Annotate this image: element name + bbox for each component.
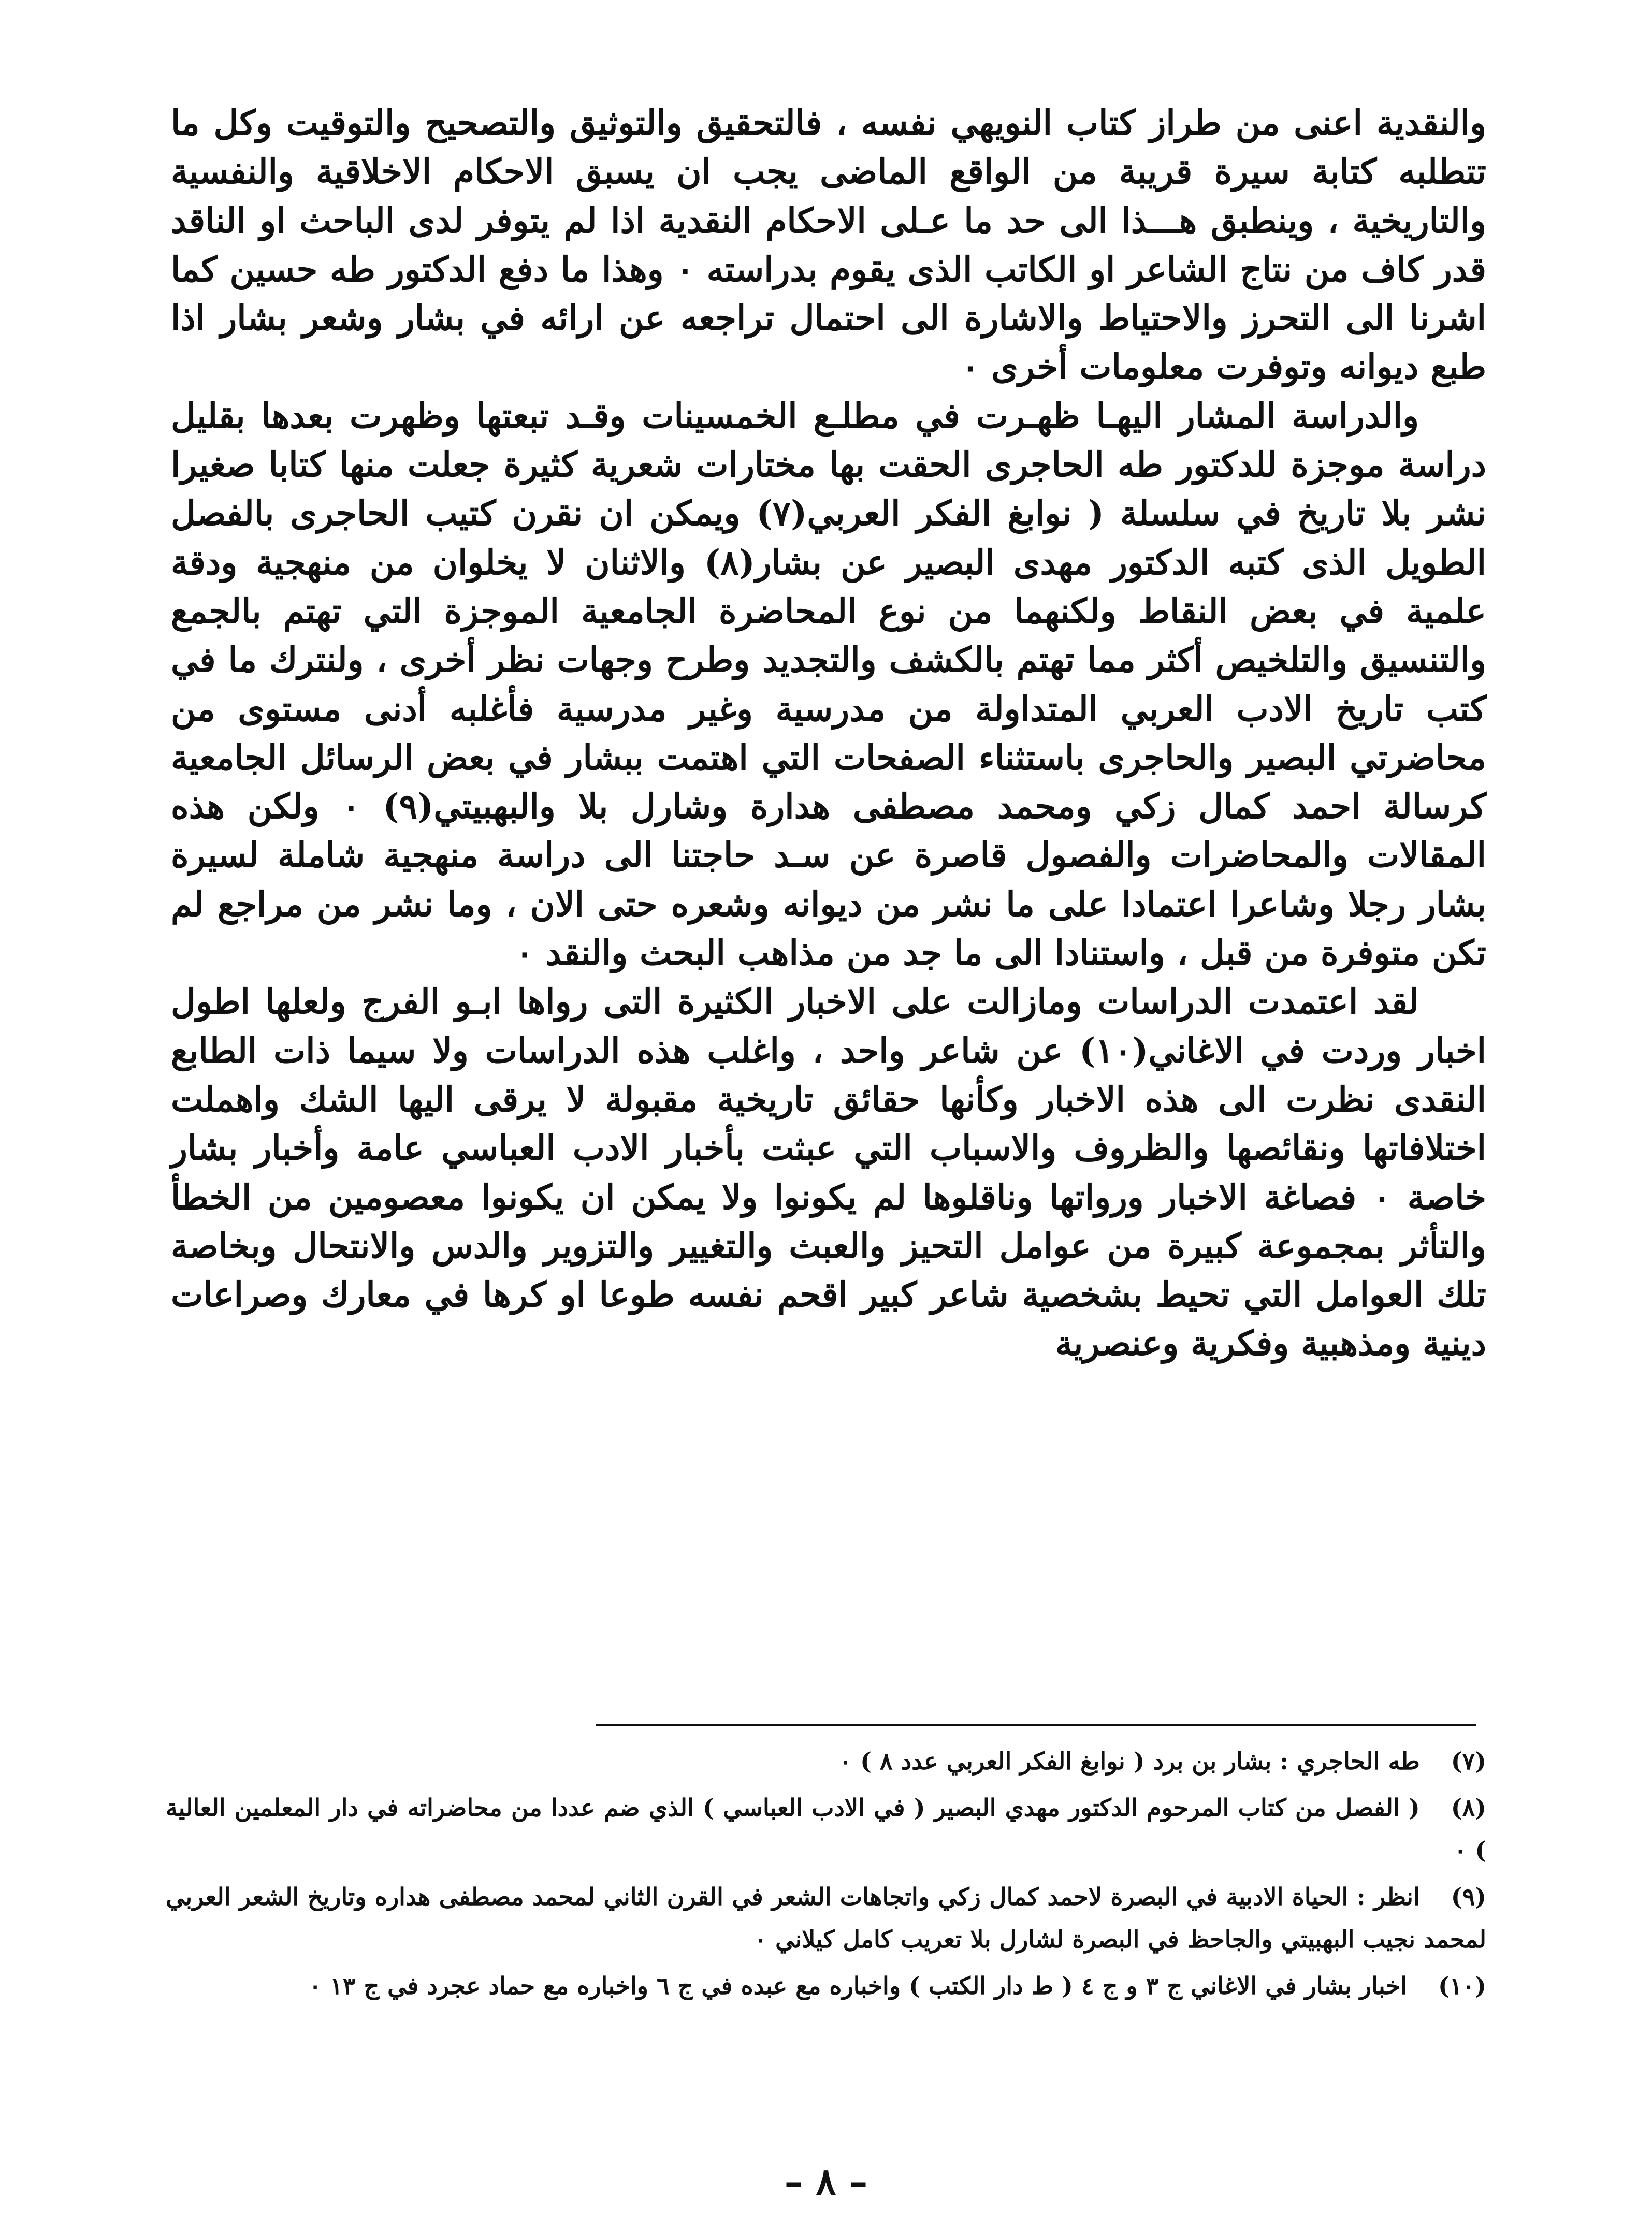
footnotes [166,1740,1486,2011]
footnote-text: انظر : الحياة الادبية في البصرة لاحمد كمال زكي واتجاهات الشعر في القرن الثاني لمحمد مصطفى هداره وتاريخ الشعر العربي لمحمد نجيب البهبيتي والجاحظ في البصرة لشارل بلا تعريب كامل كيلاني ۰ [166,1883,1486,1953]
footnote-text: طه الحاجري : بشار بن برد ( نوابغ الفكر العربي عدد ٨ ) ۰ [839,1747,1420,1775]
footnote-number: (٨) [1451,1794,1486,1822]
footnote-7 [166,1740,1486,1782]
footnote-text: ( الفصل من كتاب المرحوم الدكتور مهدي البصير ( في الادب العباسي ) الذي ضم عددا من محاضراته في دار المعلمين العالية ) ۰ [166,1794,1486,1864]
footnote-number: (٩) [1451,1883,1486,1911]
paragraph-3: لقد اعتمدت الدراسات ومازالت على الاخبار الكثيرة التى رواها ابـو الفرج ولعلها اطول اخبار وردت في الاغاني(١٠) عن شاعر واحد ، واغلب هذه الدراسات ولا سيما ذات الطابع النقدى نظرت الى هذه الاخبار وكأنها حقائق تاريخية مقبولة لا يرقى اليها الشك واهملت اختلافاتها ونقائصها والظروف والاسباب التي عبثت بأخبار الادب العباسي عامة وأخبار بشار خاصة ۰ فصاغة الاخبار ورواتها وناقلوها لم يكونوا ولا يمكن ان يكونوا معصومين من الخطأ والتأثر بمجموعة كبيرة من عوامل التحيز والعبث والتغيير والتزوير والدس والانتحال وبخاصة تلك العوامل التي تحيط بشخصية شاعر كبير اقحم نفسه طوعا او كرها في معارك وصراعات دينية ومذهبية وفكرية وعنصرية [171,981,1487,1364]
footnote-10 [166,1965,1486,2007]
main-text [171,98,1486,1368]
paragraph-1: والنقدية اعنى من طراز كتاب النويهي نفسه ، فالتحقيق والتوثيق والتصحيح والتوقيت وكل ما تتطلبه كتابة سيرة قريبة من الواقع الماضى يجب ان يسبق الاحكام الاخلاقية والنفسية والتاريخية ، وينطبق هـــذا الى حد ما عـلى الاحكام النقدية اذا لم يتوفر لدى الباحث او الناقد قدر كاف من نتاج الشاعر او الكاتب الذى يقوم بدراسته ۰ وهذا ما دفع الدكتور طه حسين كما اشرنا الى التحرز والاحتياط والاشارة الى احتمال تراجعه عن ارائه في بشار وشعر بشار اذا طبع ديوانه وتوفرت معلومات أخرى ۰ [171,103,1486,387]
footnote-text: اخبار بشار في الاغاني ج ٣ و ج ٤ ( ط دار الكتب ) واخباره مع عبده في ج ٦ واخباره مع حماد عجرد في ج ١٣ ۰ [309,1972,1408,2000]
footnote-number: (١٠) [1438,1972,1486,2000]
footnote-9 [166,1875,1486,1960]
paragraph-2: والدراسة المشار اليهـا ظهـرت في مطلـع الخمسينات وقـد تبعتها وظهرت بعدها بقليل دراسة موجزة للدكتور طه الحاجرى الحقت بها مختارات شعرية كثيرة جعلت منها كتابا صغيرا نشر بلا تاريخ في سلسلة ( نوابغ الفكر العربي(٧) ويمكن ان نقرن كتيب الحاجرى بالفصل الطويل الذى كتبه الدكتور مهدى البصير عن بشار(٨) والاثنان لا يخلوان من منهجية ودقة علمية في بعض النقاط ولكنهما من نوع المحاضرة الجامعية الموجزة التي تهتم بالجمع والتنسيق والتلخيص أكثر مما تهتم بالكشف والتجديد وطرح وجهات نظر أخرى ، ولنترك ما في كتب تاريخ الادب العربي المتداولة من مدرسية وغير مدرسية فأغلبه أدنى مستوى من محاضرتي البصير والحاجرى باستثناء الصفحات التي اهتمت ببشار في بعض الرسائل الجامعية كرسالة احمد كمال زكي ومحمد مصطفى هدارة وشارل بلا والبهبيتي(٩) ۰ ولكن هذه المقالات والمحاضرات والفصول قاصرة عن سـد حاجتنا الى دراسة منهجية شاملة لسيرة بشار رجلا وشاعرا اعتمادا على ما نشر من ديوانه وشعره حتى الان ، وما نشر من مراجع لم تكن متوفرة من قبل ، واستنادا الى ما جد من مذاهب البحث والنقد ۰ [171,395,1487,973]
footnote-8 [166,1786,1486,1871]
page-number: – ٨ – [784,2159,868,2203]
footnote-divider [596,1724,1476,1726]
footnote-number: (٧) [1451,1747,1486,1775]
